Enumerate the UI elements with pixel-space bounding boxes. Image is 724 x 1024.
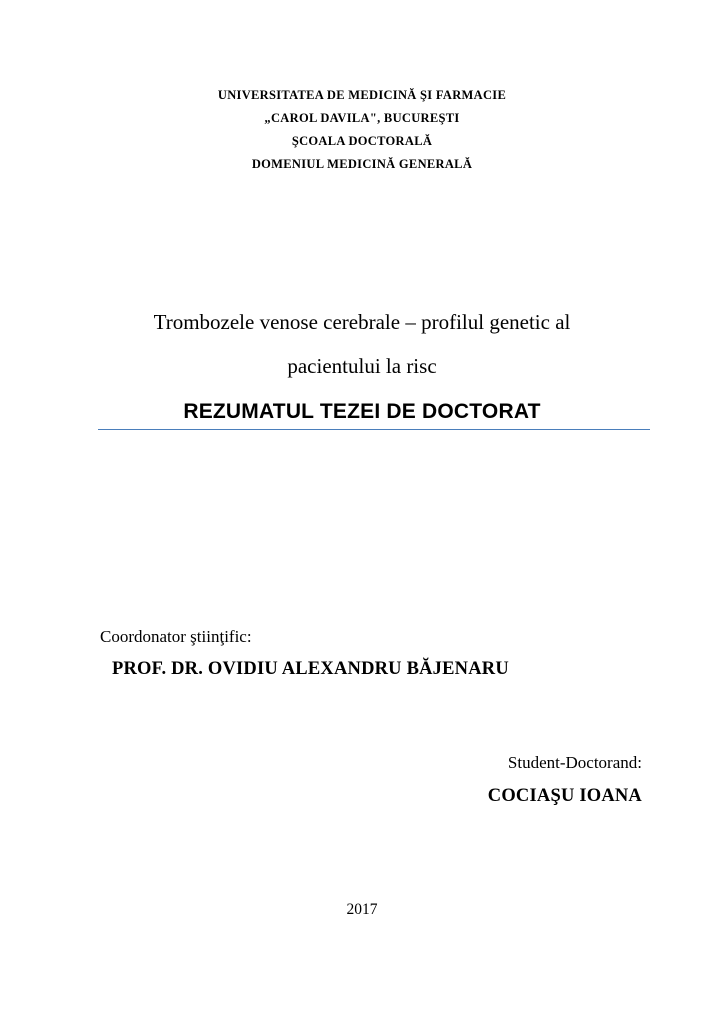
student-name: COCIAŞU IOANA <box>487 786 642 806</box>
thesis-title <box>0 300 724 388</box>
year-text: 2017 <box>346 901 378 918</box>
coordinator-name: PROF. DR. OVIDIU ALEXANDRU BĂJENARU <box>112 659 509 679</box>
thesis-title-line-2: pacientului la risc <box>287 354 437 378</box>
student-label: Student-Doctorand: <box>507 753 642 772</box>
coordinator-label: Coordonator ştiinţific: <box>100 627 252 646</box>
institution-line-1: UNIVERSITATEA DE MEDICINĂ ŞI FARMACIE <box>217 88 507 102</box>
title-block <box>0 300 724 424</box>
institution-line-2: „CAROL DAVILA", BUCUREŞTI <box>264 111 460 125</box>
institution-line-4: DOMENIUL MEDICINĂ GENERALĂ <box>251 157 473 171</box>
thesis-subtitle: REZUMATUL TEZEI DE DOCTORAT <box>183 400 541 423</box>
institution-line-3: ŞCOALA DOCTORALĂ <box>291 134 433 148</box>
student-block <box>0 748 724 814</box>
institution-header <box>0 84 724 176</box>
thesis-title-line-1: Trombozele venose cerebrale – profilul genetic al <box>153 310 571 334</box>
coordinator-block <box>100 622 509 686</box>
horizontal-rule <box>98 429 650 430</box>
